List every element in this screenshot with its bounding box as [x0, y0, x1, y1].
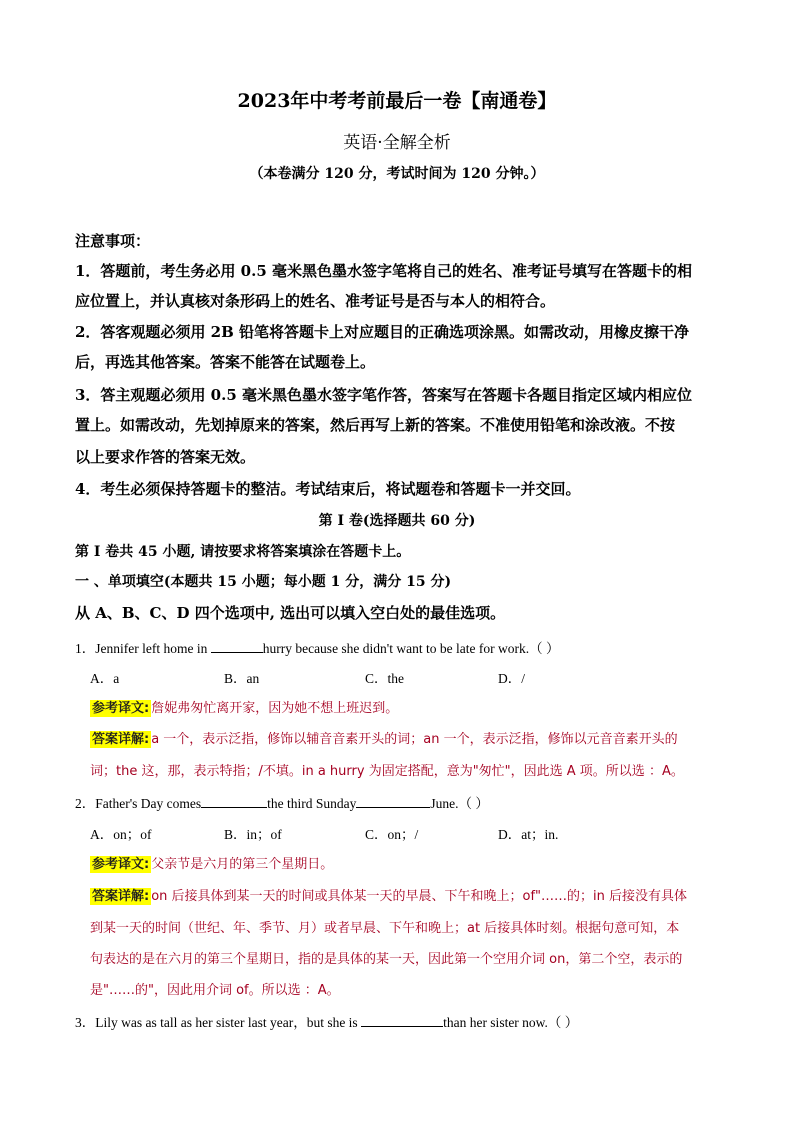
- translation-label: 参考译文:: [92, 857, 150, 872]
- explanation-label: 答案详解:: [92, 732, 150, 747]
- option-a: A．on；of: [90, 827, 152, 842]
- option-b: B．an: [224, 671, 260, 686]
- stem-text: hurry because she didn't want to be late for work.（ ）: [262, 641, 560, 656]
- answer-blank: [201, 795, 267, 808]
- notice-line: 1．答题前，考生务必用 0.5 毫米黑色墨水签字笔将自己的姓名、准考证号填写在答题卡的相: [75, 262, 692, 280]
- explanation-text: 句表达的是在六月的第三个星期日，指的是具体的某一天，因此第一个空用介词 on，第二个空，表示的: [90, 952, 683, 967]
- notice-line: 应位置上，并认真核对条形码上的姓名、准考证号是否与本人的相符合。: [75, 292, 556, 310]
- option-c: C．the: [365, 671, 404, 686]
- stem-text: 3．Lily was as tall as her sister last year，but she is: [75, 1015, 362, 1030]
- notice-line: 以上要求作答的答案无效。: [75, 448, 256, 466]
- option-d: D．/: [498, 671, 525, 686]
- section-instruction: 从 A、B、C、D 四个选项中, 选出可以填入空白处的最佳选项。: [75, 604, 506, 622]
- option-a: A．a: [90, 671, 120, 686]
- explanation-text: 是"……的"，因此用介词 of。所以选 ：A。: [90, 983, 340, 998]
- stem-text: 1．Jennifer left home in: [75, 641, 211, 656]
- question-stem: [75, 1011, 578, 1031]
- question-stem: [75, 637, 559, 657]
- notice-heading: 注意事项：: [75, 232, 151, 250]
- notice-line: 后，再选其他答案。答案不能答在试题卷上。: [75, 353, 376, 371]
- answer-blank: [361, 1014, 443, 1027]
- explanation-label: 答案详解:: [92, 889, 150, 904]
- answer-blank: [211, 640, 263, 653]
- stem-text: June.（ ）: [430, 796, 489, 811]
- explanation-row: [90, 885, 687, 905]
- notice-line: 置上。如需改动，先划掉原来的答案，然后再写上新的答案。不准使用铅笔和涂改液。不按: [75, 416, 676, 434]
- explanation-row: [90, 728, 678, 748]
- stem-text: 2．Father's Day comes: [75, 796, 202, 811]
- translation-text: 父亲节是六月的第三个星期日。: [151, 857, 334, 872]
- page-subtitle: 英语·全解全析: [343, 133, 451, 153]
- explanation-text: on 后接具体到某一天的时间或具体某一天的早晨、下午和晚上；of"……的；in 后接没有具体: [151, 889, 688, 904]
- translation-row: [90, 697, 398, 717]
- option-d: D．at；in.: [498, 827, 559, 842]
- option-c: C．on；/: [365, 827, 419, 842]
- part-title: 第 I 卷(选择题共 60 分): [318, 513, 476, 529]
- stem-text: the third Sunday: [267, 796, 357, 811]
- answer-blank: [356, 795, 430, 808]
- stem-text: than her sister now.（ ）: [443, 1015, 579, 1030]
- explanation-text: 词；the 这，那，表示特指；/不填。in a hurry 为固定搭配，意为"匆忙"，因此选 A 项。所以选 ：A。: [90, 764, 684, 779]
- notice-line: 4．考生必须保持答题卡的整洁。考试结束后，将试题卷和答题卡一并交回。: [75, 480, 581, 498]
- translation-row: [90, 853, 333, 873]
- exam-info: （本卷满分 120 分，考试时间为 120 分钟。）: [249, 166, 545, 182]
- translation-text: 詹妮弗匆忙离开家，因为她不想上班迟到。: [151, 701, 399, 716]
- notice-line: 3．答主观题必须用 0.5 毫米黑色墨水签字笔作答，答案写在答题卡各题目指定区域内相应位: [75, 386, 692, 404]
- option-b: B．in；of: [224, 827, 282, 842]
- section-title: 一 、单项填空(本题共 15 小题；每小题 1 分，满分 15 分): [75, 574, 452, 590]
- part-intro: 第 I 卷共 45 小题, 请按要求将答案填涂在答题卡上。: [75, 544, 411, 560]
- explanation-text: a 一个，表示泛指，修饰以辅音音素开头的词；an 一个，表示泛指，修饰以元音音素开头的: [151, 732, 678, 747]
- translation-label: 参考译文:: [92, 701, 150, 716]
- explanation-text: 到某一天的时间（世纪、年、季节、月）或者早晨、下午和晚上；at 后接具体时刻。根据句意可知，本: [90, 921, 680, 936]
- page-title: 2023年中考考前最后一卷【南通卷】: [237, 90, 557, 112]
- question-stem: [75, 792, 489, 812]
- notice-line: 2．答客观题必须用 2B 铅笔将答题卡上对应题目的正确选项涂黑。如需改动，用橡皮擦干净: [75, 323, 690, 341]
